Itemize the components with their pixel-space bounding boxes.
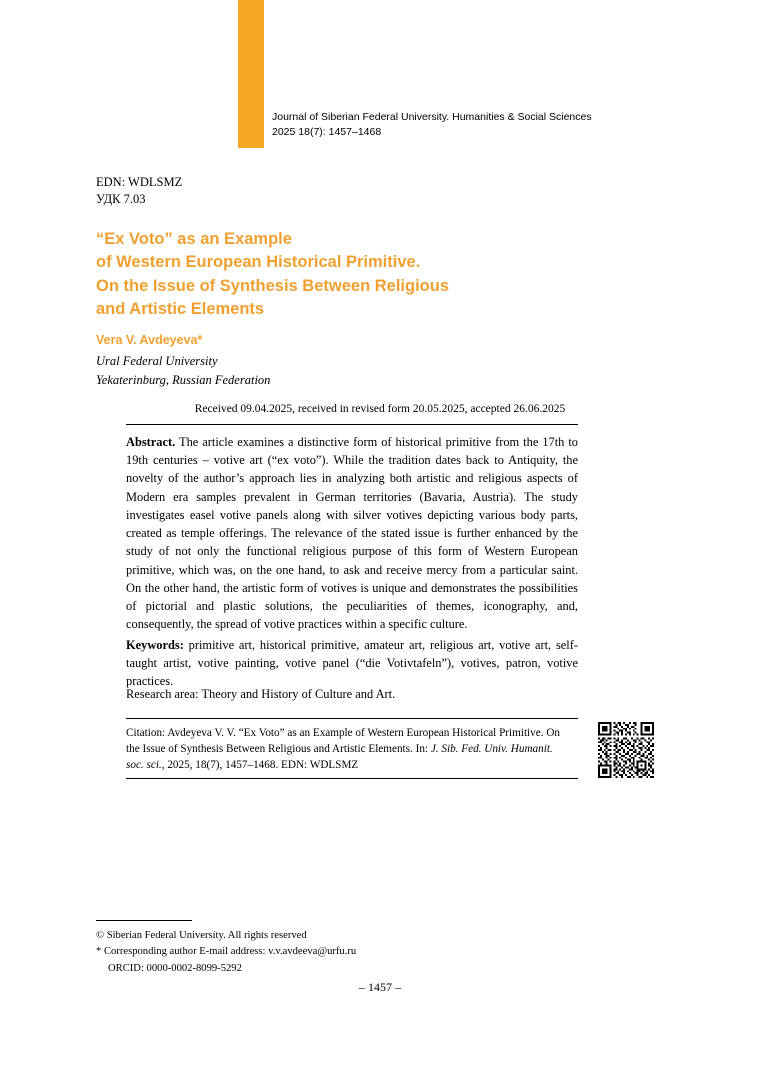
divider-below-citation xyxy=(126,778,578,779)
journal-info xyxy=(272,110,692,140)
author-name: Vera V. Avdeyeva* xyxy=(96,333,203,347)
received-dates: Received 09.04.2025, received in revised form 20.05.2025, accepted 26.06.2025 xyxy=(194,403,566,415)
abstract-section xyxy=(126,433,578,634)
footnotes xyxy=(96,928,616,977)
divider-above-abstract xyxy=(126,424,578,425)
journal-issue-line: 2025 18(7): 1457–1468 xyxy=(272,126,382,139)
divider-above-citation xyxy=(126,718,578,719)
orcid-note: ORCID: 0000-0002-8099-5292 xyxy=(108,962,242,974)
qr-code[interactable] xyxy=(598,722,654,778)
title-line-3: On the Issue of Synthesis Between Religious xyxy=(96,276,449,295)
title-line-2: of Western European Historical Primitive. xyxy=(96,253,421,272)
citation-block xyxy=(126,726,566,774)
accent-bar xyxy=(238,0,264,148)
affiliation-location: Yekaterinburg, Russian Federation xyxy=(96,372,271,387)
research-area: Research area: Theory and History of Culture and Art. xyxy=(126,687,396,701)
title-line-1: “Ex Voto” as an Example xyxy=(96,230,292,248)
author-affiliation xyxy=(96,352,270,390)
footnote-divider xyxy=(96,920,192,921)
page-number: – 1457 – xyxy=(359,980,401,994)
keywords-section xyxy=(126,636,578,691)
corresponding-author-note: * Corresponding author E-mail address: v.v.avdeeva@urfu.ru xyxy=(96,946,357,958)
abstract-label: Abstract. xyxy=(126,435,176,449)
keywords-text: primitive art, historical primitive, amateur art, religious art, votive art, self-taught artist, votive painting, votive panel (“die Votivtafeln”), votives, patron, votive practices. xyxy=(126,638,578,689)
journal-title-line: Journal of Siberian Federal University. Humanities & Social Sciences xyxy=(272,111,592,123)
udc-code: УДК 7.03 xyxy=(96,191,146,206)
title-line-4: and Artistic Elements xyxy=(96,300,265,319)
affiliation-institution: Ural Federal University xyxy=(96,354,218,368)
citation-journal-abbrev: J. Sib. Fed. Univ. Humanit. soc. sci. xyxy=(126,742,553,771)
citation-text-part-2: , 2025, 18(7), 1457–1468. EDN: WDLSMZ xyxy=(161,758,359,771)
copyright-note: © Siberian Federal University. All rights reserved xyxy=(96,930,307,941)
edn-code: EDN: WDLSMZ xyxy=(96,175,183,189)
citation-text-part-1: Citation: Avdeyeva V. V. “Ex Voto” as an Example of Western European Historical Primitive. On the Issue of Synthesis Between Religious and Artistic Elements. In: xyxy=(126,727,560,755)
keywords-label: Keywords: xyxy=(126,638,184,652)
abstract-text: The article examines a distinctive form of historical primitive from the 17th to 19th centuries – votive art (“ex voto”). While the tradition dates back to Antiquity, the novelty of the author’s approach lies in analyzing both artistic and religious aspects of Modern era samples prevalent in German territories (Bavaria, Austria). The study investigates easel votive panels along with silver votives depicting various body parts, created as temple offerings. The relevance of the stated issue is further enhanced by the study of not only the functional religious purpose of this form of Western European primitive, which was, on the one hand, to ask and receive mercy from a particular saint. On the other hand, the artistic form of votives is unique and demonstrates the possibilities of pictorial and plastic solutions, the peculiarities of themes, iconography, and, consequently, the spread of votive practices within a specific culture. xyxy=(126,435,578,632)
page-title xyxy=(96,228,676,322)
identifier-codes xyxy=(96,174,182,208)
qr-code-image xyxy=(598,722,654,778)
